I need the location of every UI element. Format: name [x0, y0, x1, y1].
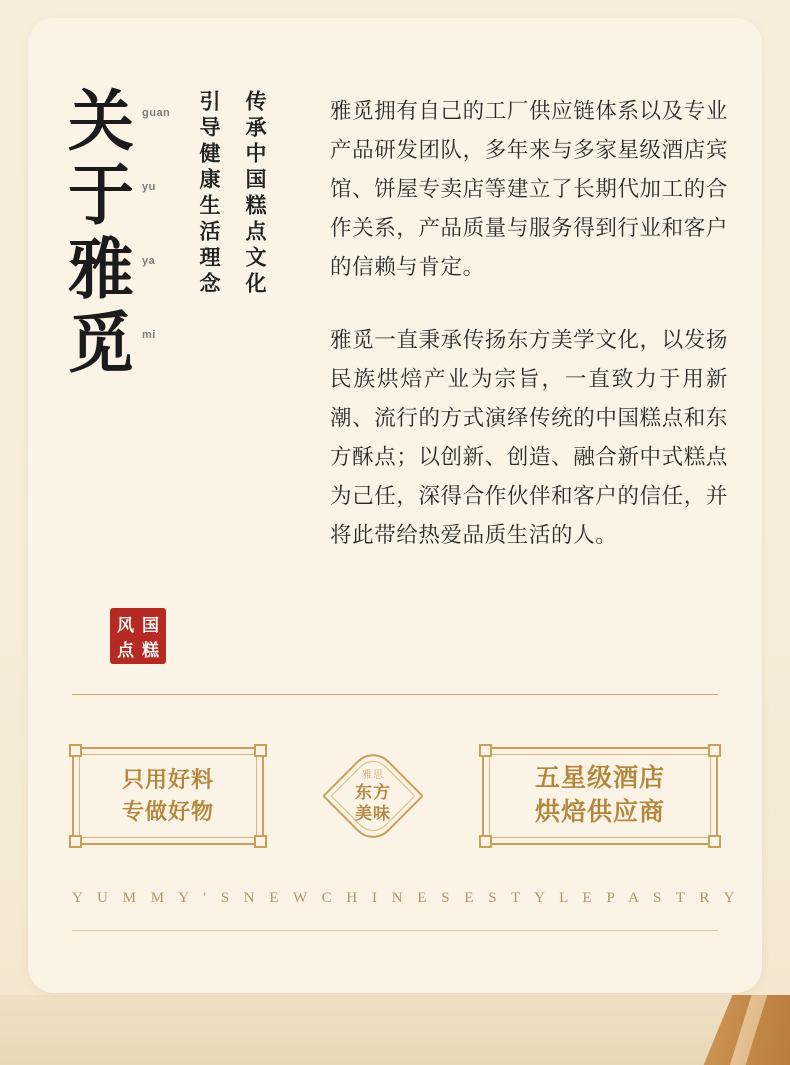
badge-oriental-line1: 东方	[355, 782, 391, 802]
slogan-column-2: 引导健康生活理念	[197, 90, 221, 298]
top-content-row	[64, 64, 728, 590]
title-char-4-pinyin: mi	[142, 329, 156, 341]
badge2-corner-tr	[708, 744, 721, 757]
badge-corner-bl	[69, 835, 82, 848]
badge2-corner-br	[708, 835, 721, 848]
title-char-2-text: 于	[68, 160, 134, 233]
badge2-corner-tl	[479, 744, 492, 757]
seal-char-4: 糕	[142, 641, 159, 660]
badge-quality-line1: 只用好料	[121, 767, 214, 792]
paragraph-2: 雅觅一直秉承传扬东方美学文化，以发扬民族烘焙产业为宗旨，一直致力于用新潮、流行的方式演绎传统的中国糕点和东方酥点；以创新、创造、融合新中式糕点为己任，深得合作伙伴和客户的信任，并将此带给热爱品质生活的人。	[330, 328, 728, 547]
section-divider	[72, 694, 718, 695]
content-card-inner	[28, 18, 762, 993]
badge-oriental-line2: 美味	[355, 803, 391, 823]
content-card	[28, 18, 762, 993]
badge-hotel-line1: 五星级酒店	[534, 765, 665, 792]
badge-oriental-text	[355, 769, 391, 824]
footer-rule	[72, 930, 718, 931]
bottom-decorative-band	[0, 995, 790, 1065]
title-char-1	[68, 86, 172, 160]
vertical-slogan	[178, 64, 304, 590]
badge-oriental-medal	[319, 744, 427, 848]
footer-english-tagline: Y U M M Y ' S N E W C H I N E S E S T Y L E P A S T R Y	[72, 890, 740, 906]
title-char-4-text: 觅	[68, 308, 134, 381]
title-char-3	[68, 234, 172, 308]
title-char-1-pinyin: guan	[142, 107, 171, 119]
badge2-corner-bl	[479, 835, 492, 848]
body-text-block	[304, 64, 728, 555]
title-char-3-pinyin: ya	[142, 255, 156, 267]
badge-quality-text	[122, 764, 214, 828]
badge-quality-line2: 专做好物	[121, 799, 214, 824]
seal-char-2: 国	[142, 616, 159, 635]
title-char-3-text: 雅	[68, 234, 134, 307]
badge-oriental-small: 雅思	[362, 769, 384, 781]
title-char-4	[68, 308, 172, 382]
badge-hotel-supplier	[482, 747, 718, 845]
title-char-2-pinyin: yu	[142, 181, 156, 193]
seal-char-3: 点	[117, 641, 134, 660]
title-char-1-text: 关	[68, 86, 134, 159]
paragraph-1: 雅觅拥有自己的工厂供应链体系以及专业产品研发团队，多年来与多家星级酒店宾馆、饼屋专卖店等建立了长期代加工的合作关系，产品质量与服务得到行业和客户的信赖与肯定。	[330, 99, 728, 279]
badge-quality	[72, 747, 264, 845]
badge-corner-tl	[69, 744, 82, 757]
badges-row	[72, 740, 718, 852]
badge-corner-br	[254, 835, 267, 848]
red-seal-stamp	[110, 608, 166, 664]
badge-hotel-supplier-text	[535, 762, 665, 830]
badge-hotel-line2: 烘焙供应商	[534, 799, 665, 826]
page-title	[64, 64, 172, 382]
slogan-column-1: 传承中国糕点文化	[243, 90, 267, 298]
badge-corner-tr	[254, 744, 267, 757]
title-char-2	[68, 160, 172, 234]
seal-char-1: 风	[117, 616, 134, 635]
wood-accent-shape	[670, 995, 790, 1065]
